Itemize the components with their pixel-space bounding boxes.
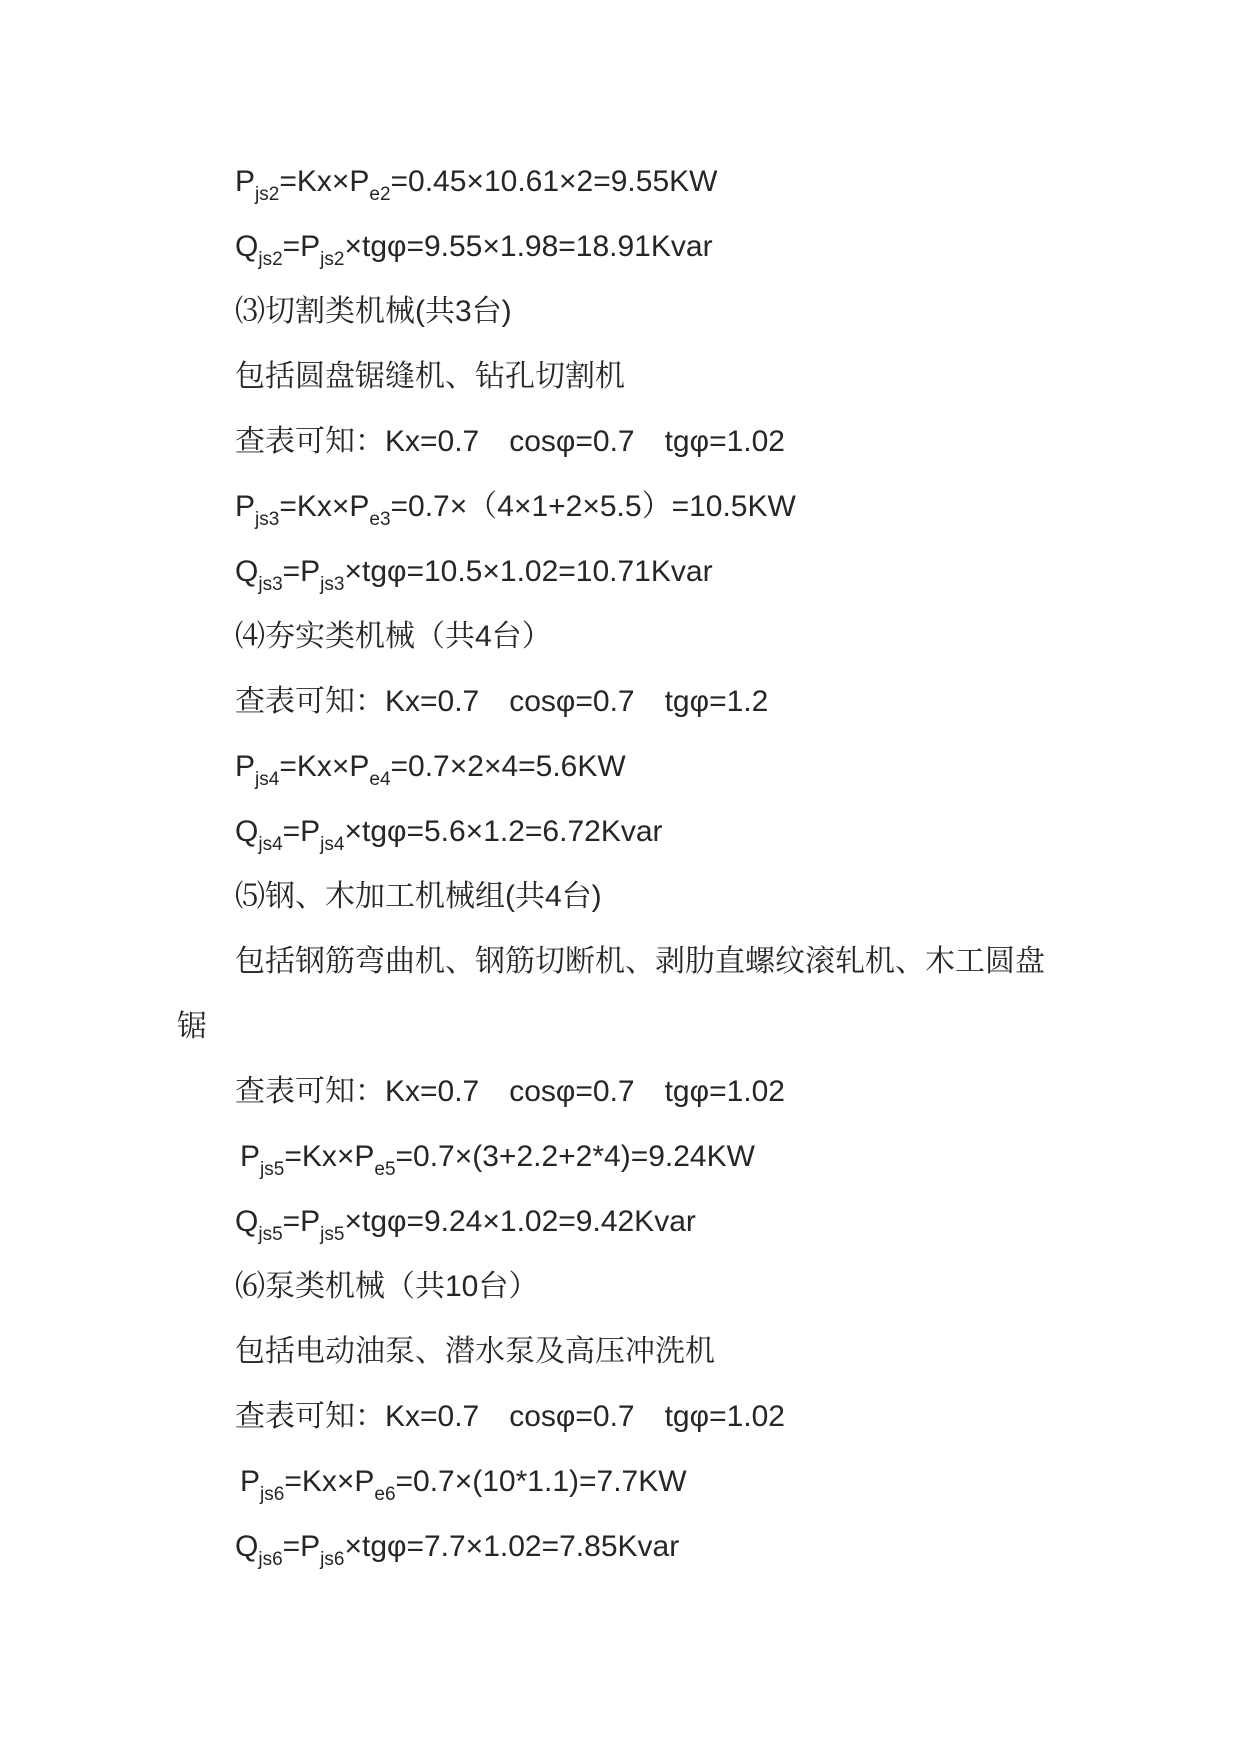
- formula-pjs6: [177, 1449, 1077, 1514]
- document-body: [177, 149, 1077, 1579]
- formula-subscript: js6: [258, 1549, 283, 1570]
- formula-qjs2: [177, 214, 1077, 279]
- formula-expression: =P: [282, 555, 321, 588]
- coefficient-lookup: 查表可知：Kx=0.7 cosφ=0.7 tgφ=1.02: [235, 425, 785, 458]
- formula-expression: =P: [282, 230, 321, 263]
- formula-result: ×tgφ=10.5×1.02=10.71Kvar: [344, 555, 713, 588]
- formula-result: =0.7×(10*1.1)=7.7KW: [395, 1465, 687, 1498]
- formula-qjs5: [177, 1189, 1077, 1254]
- heading-compaction-machinery: ⑷夯实类机械（共4台）: [235, 620, 552, 653]
- formula-subscript: e5: [374, 1159, 396, 1180]
- formula-pjs4: [177, 734, 1077, 799]
- formula-qjs6: [177, 1514, 1077, 1579]
- formula-pjs3: [177, 474, 1077, 539]
- formula-result: ×tgφ=9.24×1.02=9.42Kvar: [344, 1205, 696, 1238]
- formula-symbol: Q: [235, 1205, 259, 1238]
- steel-wood-machinery-list-line-2: 锯: [177, 1010, 207, 1043]
- formula-subscript: js2: [258, 249, 283, 270]
- formula-symbol: P: [235, 165, 256, 198]
- formula-subscript: js3: [255, 509, 280, 530]
- formula-subscript: js4: [320, 834, 345, 855]
- formula-symbol: P: [240, 1465, 261, 1498]
- formula-qjs3: [177, 539, 1077, 604]
- steel-wood-machinery-list-line-1: 包括钢筋弯曲机、钢筋切断机、剥肋直螺纹滚轧机、木工圆盘: [235, 945, 1045, 978]
- formula-subscript: js2: [255, 184, 280, 205]
- cutting-machinery-list: 包括圆盘锯缝机、钻孔切割机: [235, 360, 625, 393]
- pump-machinery-list: 包括电动油泵、潜水泵及高压冲洗机: [235, 1335, 715, 1368]
- formula-pjs2: [177, 149, 1077, 214]
- formula-symbol: P: [235, 750, 256, 783]
- formula-qjs4: [177, 799, 1077, 864]
- formula-subscript: e3: [369, 509, 391, 530]
- formula-expression: =P: [282, 1205, 321, 1238]
- formula-pjs5: [177, 1124, 1077, 1189]
- formula-expression: =Kx×P: [279, 165, 370, 198]
- formula-result: ×tgφ=7.7×1.02=7.85Kvar: [344, 1530, 680, 1563]
- formula-subscript: e4: [369, 769, 391, 790]
- formula-expression: =Kx×P: [284, 1465, 375, 1498]
- formula-expression: =Kx×P: [279, 490, 370, 523]
- heading-pump-machinery: ⑹泵类机械（共10台）: [235, 1270, 539, 1303]
- formula-subscript: e6: [374, 1484, 396, 1505]
- formula-subscript: js4: [258, 834, 283, 855]
- formula-subscript: js2: [320, 249, 345, 270]
- heading-cutting-machinery: ⑶切割类机械(共3台): [235, 295, 512, 328]
- coefficient-lookup: 查表可知：Kx=0.7 cosφ=0.7 tgφ=1.02: [235, 1400, 785, 1433]
- formula-symbol: P: [235, 490, 256, 523]
- formula-symbol: P: [240, 1140, 261, 1173]
- formula-expression: =P: [282, 815, 321, 848]
- formula-result: ×tgφ=5.6×1.2=6.72Kvar: [344, 815, 663, 848]
- formula-subscript: js6: [260, 1484, 285, 1505]
- formula-symbol: Q: [235, 555, 259, 588]
- formula-symbol: Q: [235, 1530, 259, 1563]
- formula-expression: =P: [282, 1530, 321, 1563]
- coefficient-lookup: 查表可知：Kx=0.7 cosφ=0.7 tgφ=1.2: [235, 685, 769, 718]
- formula-result: ×tgφ=9.55×1.98=18.91Kvar: [344, 230, 713, 263]
- coefficient-lookup: 查表可知：Kx=0.7 cosφ=0.7 tgφ=1.02: [235, 1075, 785, 1108]
- formula-expression: =Kx×P: [284, 1140, 375, 1173]
- formula-expression: =Kx×P: [279, 750, 370, 783]
- formula-subscript: e2: [369, 184, 391, 205]
- heading-steel-wood-machinery: ⑸钢、木加工机械组(共4台): [235, 880, 602, 913]
- formula-result: =0.45×10.61×2=9.55KW: [390, 165, 718, 198]
- formula-result: =0.7×（4×1+2×5.5）=10.5KW: [390, 490, 796, 523]
- formula-subscript: js6: [320, 1549, 345, 1570]
- formula-result: =0.7×2×4=5.6KW: [390, 750, 626, 783]
- formula-subscript: js4: [255, 769, 280, 790]
- formula-subscript: js5: [320, 1224, 345, 1245]
- formula-symbol: Q: [235, 815, 259, 848]
- formula-subscript: js3: [258, 574, 283, 595]
- formula-subscript: js5: [260, 1159, 285, 1180]
- formula-result: =0.7×(3+2.2+2*4)=9.24KW: [395, 1140, 755, 1173]
- formula-subscript: js3: [320, 574, 345, 595]
- formula-subscript: js5: [258, 1224, 283, 1245]
- formula-symbol: Q: [235, 230, 259, 263]
